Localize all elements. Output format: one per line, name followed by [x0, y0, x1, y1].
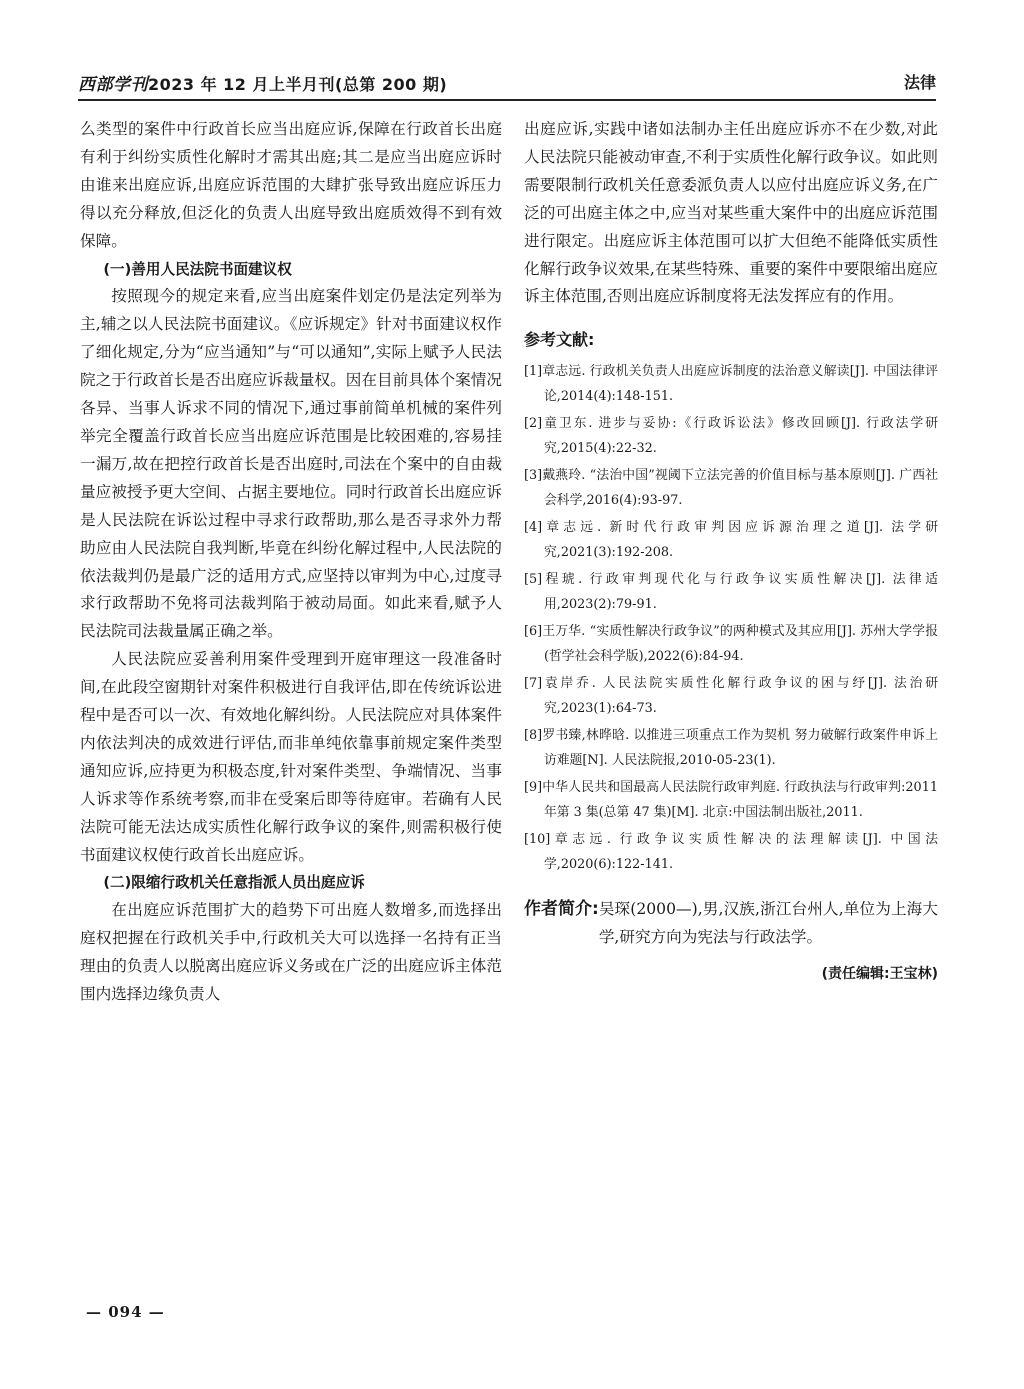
reference-item: [4]章志远. 新时代行政审判因应诉源治理之道[J]. 法学研究,2021(3):192-208. — [524, 520, 938, 561]
journal-title — [78, 70, 447, 95]
paragraph: 么类型的案件中行政首长应当出庭应诉,保障在行政首长出庭有利于纠纷实质性化解时才需其出庭;其二是应当出庭应诉时由谁来出庭应诉,出庭应诉范围的大肆扩张导致出庭应诉压力得以充分释放,但泛化的负责人出庭导致出庭质效得不到有效保障。 — [80, 120, 502, 250]
journal-issue: 2023 年 12 月上半月刊(总第 200 期) — [148, 75, 448, 94]
section-name: 法律 — [903, 73, 936, 92]
reference-item: [1]章志远. 行政机关负责人出庭应诉制度的法治意义解读[J]. 中国法律评论,2014(4):148-151. — [524, 364, 938, 405]
responsible-editor: (责任编辑:王宝林) — [821, 966, 938, 983]
subsection-heading: (一)善用人民法院书面建议权 — [103, 260, 292, 278]
reference-item: [9]中华人民共和国最高人民法院行政审判庭. 行政执法与行政审判:2011 年第 3 集(总第 47 集)[M]. 北京:中国法制出版社,2011. — [524, 780, 938, 821]
reference-item: [3]戴燕玲. “法治中国”视阈下立法完善的价值目标与基本原则[J]. 广西社会科学,2016(4):93-97. — [524, 468, 938, 509]
paragraph: 出庭应诉,实践中诸如法制办主任出庭应诉亦不在少数,对此人民法院只能被动审查,不利于实质性化解行政争议。如此则需要限制行政机关任意委派负责人以应付出庭应诉义务,在广泛的可出庭主体之中,应当对某些重大案件中的出庭应诉范围进行限定。出庭应诉主体范围可以扩大但绝不能降低实质性化解行政争议效果,在某些特殊、重要的案件中要限缩出庭应诉主体范围,否则出庭应诉制度将无法发挥应有的作用。 — [524, 120, 938, 306]
page-number: — 094 — — [86, 1303, 165, 1321]
reference-item: [6]王万华. “实质性解决行政争议”的两种模式及其应用[J]. 苏州大学学报(哲学社会科学版),2022(6):84-94. — [524, 624, 938, 665]
right-column — [524, 116, 938, 989]
page-header — [78, 66, 936, 96]
reference-item: [8]罗书臻,林晔晗. 以推进三项重点工作为契机 努力破解行政案件申诉上访难题[N]. 人民法院报,2010-05-23(1). — [524, 728, 938, 769]
reference-item: [10]章志远. 行政争议实质性解决的法理解读[J]. 中国法学,2020(6):122-141. — [524, 832, 938, 873]
journal-logo: 西部学刊 — [78, 75, 148, 95]
author-bio-text: 吴琛(2000—),男,汉族,浙江台州人,单位为上海大学,研究方向为宪法与行政法学。 — [598, 900, 938, 947]
paragraph: 在出庭应诉范围扩大的趋势下可出庭人数增多,而选择出庭权把握在行政机关手中,行政机关大可以选择一名持有正当理由的负责人以脱离出庭应诉义务或在广泛的出庭应诉主体范围内选择边缘负责人 — [80, 901, 502, 1004]
references-list — [524, 359, 938, 877]
reference-item: [2]童卫东. 进步与妥协:《行政诉讼法》修改回顾[J]. 行政法学研究,2015(4):22-32. — [524, 416, 938, 457]
author-bio — [524, 895, 938, 951]
author-bio-label: 作者简介: — [524, 899, 599, 920]
reference-item: [7]袁岸乔. 人民法院实质性化解行政争议的困与纾[J]. 法治研究,2023(1):64-73. — [524, 676, 938, 717]
left-column — [80, 116, 502, 1009]
paragraph: 人民法院应妥善利用案件受理到开庭审理这一段准备时间,在此段空窗期针对案件积极进行自我评估,即在传统诉讼进程中是否可以一次、有效地化解纠纷。人民法院应对具体案件内依法判决的成效进行评估,而非单纯依靠事前规定案件类型通知应诉,应持更为积极态度,针对案件类型、争端情况、当事人诉求等作系统考察,而非在受案后即等待庭审。若确有人民法院可能无法达成实质性化解行政争议的案件,则需积极行使书面建议权使行政首长出庭应诉。 — [80, 650, 502, 864]
subsection-heading: (二)限缩行政机关任意指派人员出庭应诉 — [103, 874, 365, 892]
references-title: 参考文献: — [524, 330, 595, 350]
paragraph: 按照现今的规定来看,应当出庭案件划定仍是法定列举为主,辅之以人民法院书面建议。《应诉规定》针对书面建议权作了细化规定,分为“应当通知”与“可以通知”,实际上赋予人民法院之于行政首长是否出庭应诉裁量权。因在目前具体个案情况各异、当事人诉求不同的情况下,通过事前简单机械的案件列举完全覆盖行政首长应当出庭应诉范围是比较困难的,容易挂一漏万,故在把控行政首长是否出庭时,司法在个案中的自由裁量应被授予更大空间、占据主要地位。同时行政首长出庭应诉是人民法院在诉讼过程中寻求行政帮助,那么是否寻求外力帮助应由人民法院自我判断,毕竟在纠纷化解过程中,人民法院的依法裁判仍是最广泛的适用方式,应坚持以审判为中心,过度寻求行政帮助不免将司法裁判陷于被动局面。如此来看,赋予人民法院司法裁量属正确之举。 — [80, 287, 502, 641]
header-rule — [78, 99, 936, 101]
reference-item: [5]程琥. 行政审判现代化与行政争议实质性解决[J]. 法律适用,2023(2):79-91. — [524, 572, 938, 613]
